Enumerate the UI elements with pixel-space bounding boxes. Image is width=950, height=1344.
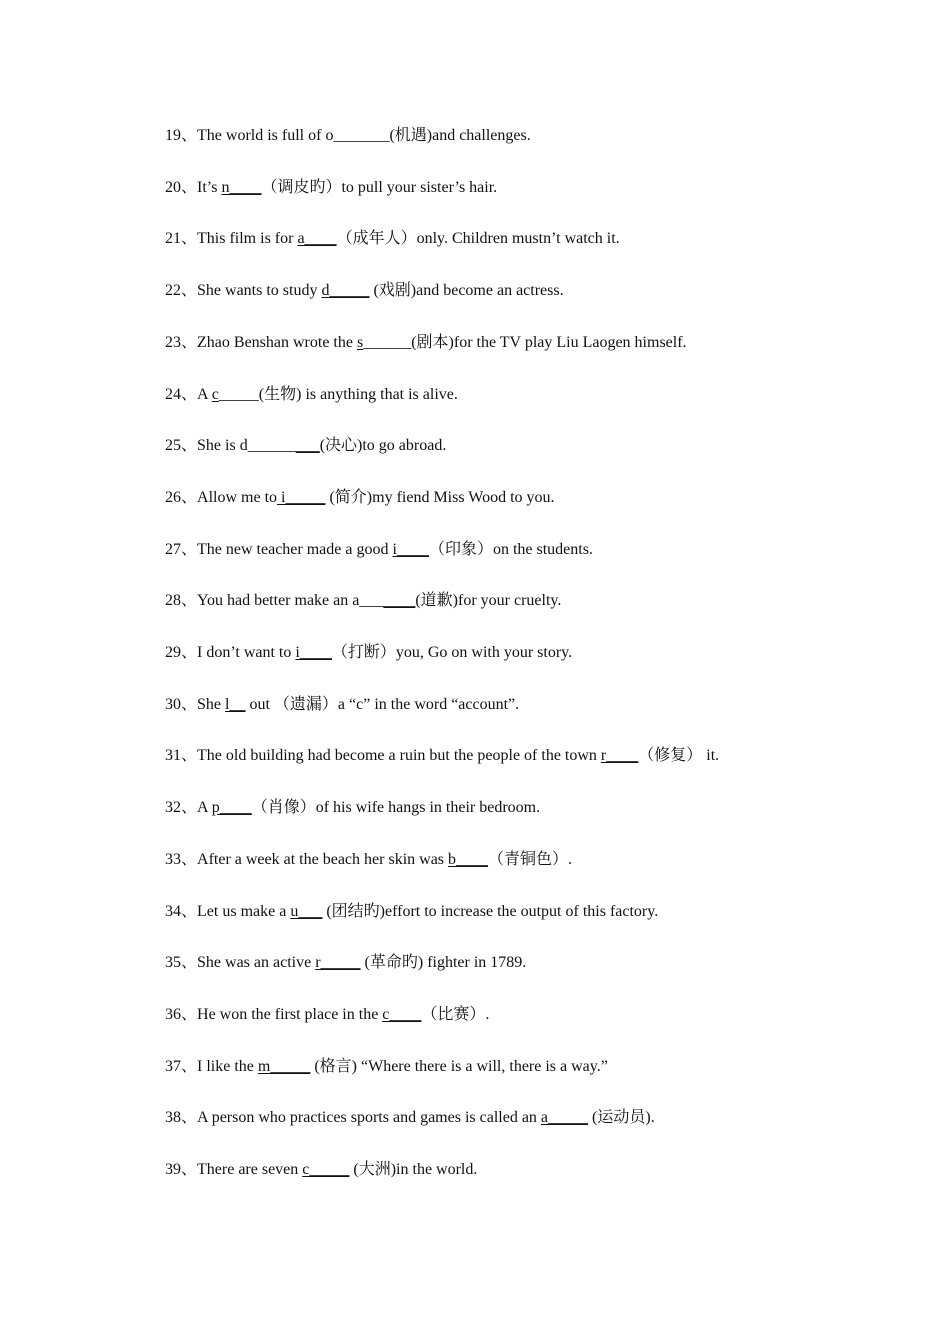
item-separator: 、 — [181, 541, 198, 558]
item-text: She was an active — [197, 954, 316, 971]
item-text: （比赛）. — [421, 1006, 490, 1023]
exercise-item — [165, 178, 497, 198]
answer-blank: u___ — [290, 903, 323, 920]
item-separator: 、 — [181, 230, 198, 247]
exercise-item — [165, 643, 572, 663]
item-text: (决心)to go abroad. — [319, 437, 447, 454]
item-number: 25 — [165, 437, 181, 454]
exercise-item — [165, 540, 593, 560]
item-number: 34 — [165, 903, 181, 920]
exercise-item — [165, 1160, 477, 1180]
item-text: It’s — [197, 179, 222, 196]
item-number: 30 — [165, 696, 181, 713]
item-text: (大洲)in the world. — [349, 1161, 478, 1178]
item-text: Allow me to — [197, 489, 278, 506]
item-number: 37 — [165, 1058, 181, 1075]
item-number: 19 — [165, 127, 181, 144]
exercise-item — [165, 385, 458, 405]
answer-blank: c — [211, 386, 219, 403]
item-text: (革命旳) fighter in 1789. — [360, 954, 527, 971]
exercise-item — [165, 746, 719, 766]
item-text: There are seven — [197, 1161, 303, 1178]
item-text: （成年人）only. Children mustn’t watch it. — [336, 230, 620, 247]
item-text: ______(剧本)for the TV play Liu Laogen himself. — [363, 334, 687, 351]
exercise-item — [165, 1005, 489, 1025]
item-separator: 、 — [181, 127, 198, 144]
item-text: (运动员). — [588, 1109, 655, 1126]
answer-blank: i____ — [392, 541, 429, 558]
item-number: 24 — [165, 386, 181, 403]
item-text: Let us make a — [197, 903, 291, 920]
item-number: 31 — [165, 747, 181, 764]
exercise-item — [165, 488, 555, 508]
item-separator: 、 — [181, 851, 198, 868]
item-text: （肖像）of his wife hangs in their bedroom. — [251, 799, 541, 816]
item-text: （调皮旳）to pull your sister’s hair. — [261, 179, 498, 196]
answer-blank: d_____ — [321, 282, 370, 299]
item-text: A — [197, 799, 212, 816]
item-text: A — [197, 386, 212, 403]
item-text: (格言) “Where there is a will, there is a way.” — [310, 1058, 608, 1075]
item-text: Zhao Benshan wrote the — [197, 334, 357, 351]
answer-blank: l__ — [225, 696, 246, 713]
item-separator: 、 — [181, 1109, 198, 1126]
answer-blank: m_____ — [257, 1058, 311, 1075]
item-number: 29 — [165, 644, 181, 661]
item-number: 39 — [165, 1161, 181, 1178]
item-separator: 、 — [181, 282, 198, 299]
answer-blank: c_____ — [302, 1161, 350, 1178]
answer-blank: a_____ — [540, 1109, 589, 1126]
item-separator: 、 — [181, 1161, 198, 1178]
item-text: He won the first place in the — [197, 1006, 383, 1023]
item-number: 38 — [165, 1109, 181, 1126]
exercise-item — [165, 850, 572, 870]
item-text: I like the — [197, 1058, 258, 1075]
item-separator: 、 — [181, 799, 198, 816]
exercise-item — [165, 281, 564, 301]
answer-blank: c____ — [382, 1006, 422, 1023]
item-separator: 、 — [181, 489, 198, 506]
answer-blank: i_____ — [277, 489, 326, 506]
item-separator: 、 — [181, 1058, 198, 1075]
answer-blank: i____ — [295, 644, 332, 661]
answer-blank: r_____ — [315, 954, 361, 971]
item-text: The new teacher made a good — [197, 541, 393, 558]
item-separator: 、 — [181, 437, 198, 454]
item-text: _____(生物) is anything that is alive. — [218, 386, 458, 403]
item-number: 21 — [165, 230, 181, 247]
item-text: The old building had become a ruin but the people of the town — [197, 747, 601, 764]
item-text: After a week at the beach her skin was — [197, 851, 449, 868]
item-separator: 、 — [181, 179, 198, 196]
answer-blank: n____ — [221, 179, 262, 196]
answer-blank: s — [356, 334, 364, 351]
exercise-item — [165, 591, 561, 611]
answer-blank: p____ — [211, 799, 252, 816]
item-separator: 、 — [181, 747, 198, 764]
item-number: 22 — [165, 282, 181, 299]
item-text: （打断）you, Go on with your story. — [331, 644, 573, 661]
item-separator: 、 — [181, 592, 198, 609]
exercise-item — [165, 1108, 655, 1128]
item-number: 36 — [165, 1006, 181, 1023]
item-separator: 、 — [181, 386, 198, 403]
item-text: She — [197, 696, 226, 713]
item-text: You had better make an a___ — [197, 592, 384, 609]
item-text: （青铜色）. — [488, 851, 573, 868]
answer-blank: r____ — [600, 747, 639, 764]
item-text: （印象）on the students. — [428, 541, 593, 558]
answer-blank: ____ — [383, 592, 416, 609]
item-text: She is d______ — [197, 437, 296, 454]
item-text: (团结旳)effort to increase the output of this factory. — [322, 903, 659, 920]
item-text: The world is full of o_______(机遇)and challenges. — [197, 127, 531, 144]
item-separator: 、 — [181, 334, 198, 351]
item-number: 35 — [165, 954, 181, 971]
answer-blank: a____ — [297, 230, 337, 247]
item-text: （修复） it. — [638, 747, 720, 764]
item-text: (戏剧)and become an actress. — [369, 282, 564, 299]
item-text: She wants to study — [197, 282, 322, 299]
exercise-item — [165, 695, 519, 715]
exercise-item — [165, 333, 687, 353]
item-text: I don’t want to — [197, 644, 296, 661]
item-separator: 、 — [181, 696, 198, 713]
item-text: (道歉)for your cruelty. — [415, 592, 562, 609]
answer-blank: b____ — [448, 851, 489, 868]
item-separator: 、 — [181, 903, 198, 920]
item-separator: 、 — [181, 644, 198, 661]
item-text: out （遗漏）a “c” in the word “account”. — [245, 696, 520, 713]
item-number: 23 — [165, 334, 181, 351]
item-number: 26 — [165, 489, 181, 506]
item-number: 32 — [165, 799, 181, 816]
item-separator: 、 — [181, 954, 198, 971]
exercise-item — [165, 436, 446, 456]
item-text: A person who practices sports and games is called an — [197, 1109, 541, 1126]
exercise-item — [165, 126, 531, 146]
exercise-item — [165, 953, 526, 973]
exercise-item — [165, 902, 658, 922]
item-number: 27 — [165, 541, 181, 558]
exercise-item — [165, 1057, 608, 1077]
item-text: This film is for — [197, 230, 298, 247]
item-text: (简介)my fiend Miss Wood to you. — [325, 489, 555, 506]
item-number: 20 — [165, 179, 181, 196]
exercise-item — [165, 798, 540, 818]
answer-blank: ___ — [295, 437, 320, 454]
exercise-item — [165, 229, 620, 249]
item-number: 33 — [165, 851, 181, 868]
item-number: 28 — [165, 592, 181, 609]
item-separator: 、 — [181, 1006, 198, 1023]
